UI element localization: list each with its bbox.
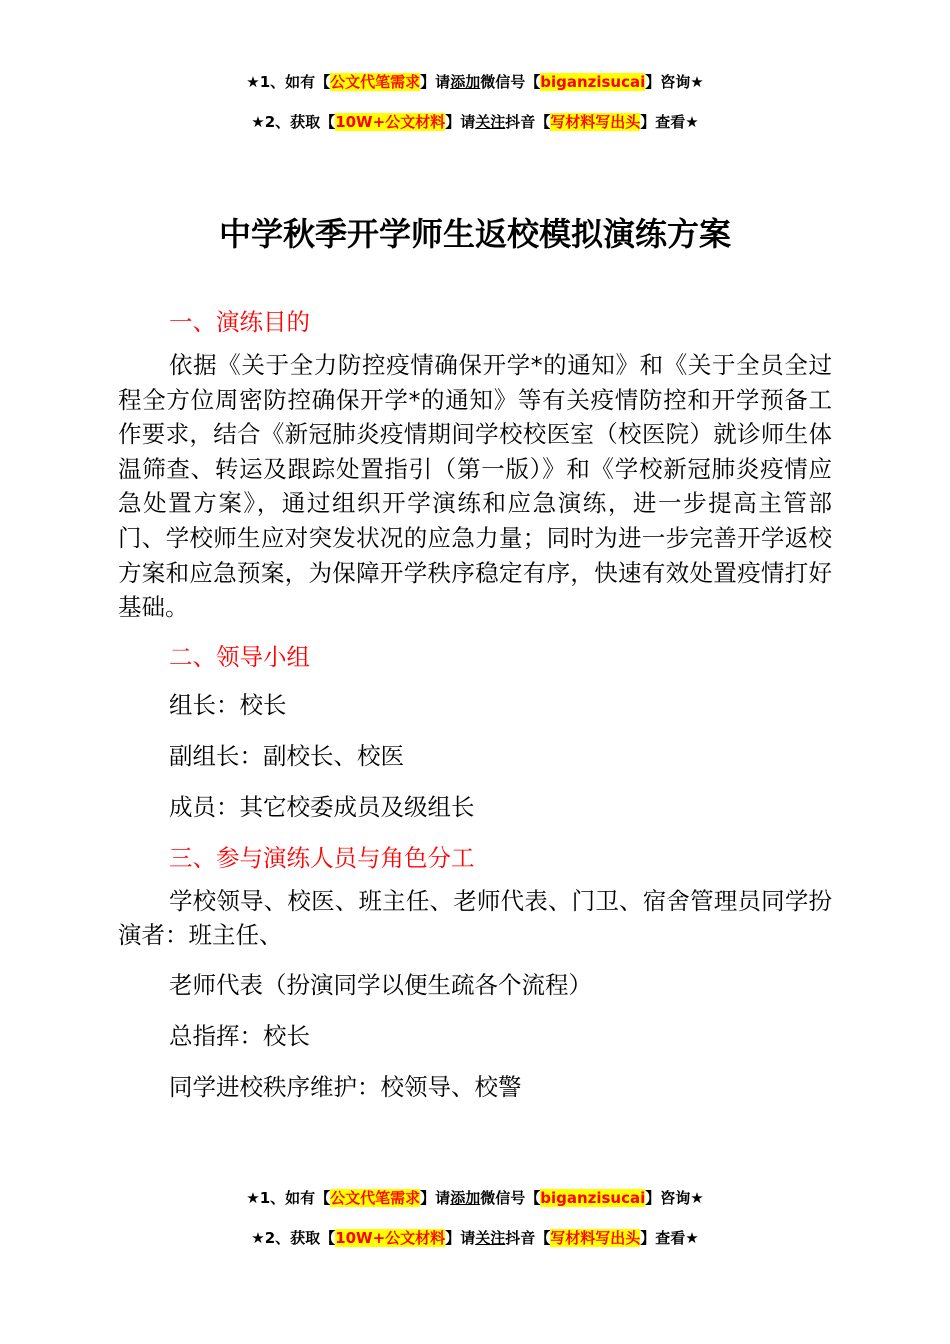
header-banner-line-2 <box>0 112 950 132</box>
footer-banner-line-1 <box>0 1188 950 1208</box>
footer-banner-line-2 <box>0 1228 950 1248</box>
header-banner-line-1 <box>0 72 950 92</box>
banner-text: ★1、如有【 <box>246 1189 331 1207</box>
banner-text: 微信号【 <box>480 73 541 91</box>
leadership-line-deputy: 副组长：副校长、校医 <box>169 741 404 770</box>
leadership-line-leader: 组长：校长 <box>169 690 287 719</box>
section-heading-purpose: 一、演练目的 <box>169 308 310 336</box>
banner-underline: 关注 <box>475 1229 506 1247</box>
banner-underline: 关注 <box>475 113 506 131</box>
section-heading-roles: 三、参与演练人员与角色分工 <box>169 843 475 872</box>
banner-text: 】请 <box>420 1189 451 1207</box>
banner-text: 抖音【 <box>505 1229 551 1247</box>
banner-text: 微信号【 <box>480 1189 541 1207</box>
banner-highlight: 公文代笔需求 <box>330 1189 421 1207</box>
roles-line-order: 同学进校秩序维护：校领导、校警 <box>169 1072 522 1101</box>
banner-text: 】请 <box>445 113 476 131</box>
banner-highlight: biganzisucai <box>540 73 646 91</box>
banner-highlight: 10W+公文材料 <box>335 1229 446 1247</box>
banner-highlight: 写材料写出头 <box>550 113 641 131</box>
roles-line-commander: 总指挥：校长 <box>169 1021 310 1050</box>
banner-highlight: 公文代笔需求 <box>330 73 421 91</box>
section-paragraph-purpose: 依据《关于全力防控疫情确保开学*的通知》和《关于全员全过程全方位周密防控确保开学*的通知》等有关疫情防控和开学预备工作要求，结合《新冠肺炎疫情期间学校校医室（校医院）就诊师生体温筛查、转运及跟踪处置指引（第一版）》和《学校新冠肺炎疫情应急处置方案》，通过组织开学演练和应急演练，进一步提高主管部门、学校师生应对突发状况的应急力量；同时为进一步完善开学返校方案和应急预案，为保障开学秩序稳定有序，快速有效处置疫情打好基础。 <box>118 351 832 622</box>
banner-highlight: biganzisucai <box>540 1189 646 1207</box>
section-heading-leadership: 二、领导小组 <box>169 642 310 671</box>
banner-text: 】请 <box>445 1229 476 1247</box>
banner-highlight: 10W+公文材料 <box>335 113 446 131</box>
document-body <box>118 300 832 1116</box>
banner-underline: 添加 <box>450 73 481 91</box>
document-title: 中学秋季开学师生返校模拟演练方案 <box>218 215 731 253</box>
banner-text: 】查看★ <box>640 113 699 131</box>
banner-text: ★1、如有【 <box>246 73 331 91</box>
banner-text: 】请 <box>420 73 451 91</box>
leadership-line-members: 成员：其它校委成员及级组长 <box>169 792 475 821</box>
banner-underline: 添加 <box>450 1189 481 1207</box>
banner-text: 抖音【 <box>505 113 551 131</box>
banner-text: ★2、获取【 <box>251 1229 336 1247</box>
banner-text: 】查看★ <box>640 1229 699 1247</box>
banner-highlight: 写材料写出头 <box>550 1229 641 1247</box>
roles-line-teacher-rep: 老师代表（扮演同学以便生疏各个流程） <box>169 970 592 999</box>
banner-text: ★2、获取【 <box>251 113 336 131</box>
section-paragraph-roles: 学校领导、校医、班主任、老师代表、门卫、宿舍管理员同学扮演者：班主任、 <box>118 886 832 950</box>
banner-text: 】咨询★ <box>645 1189 704 1207</box>
banner-text: 】咨询★ <box>645 73 704 91</box>
